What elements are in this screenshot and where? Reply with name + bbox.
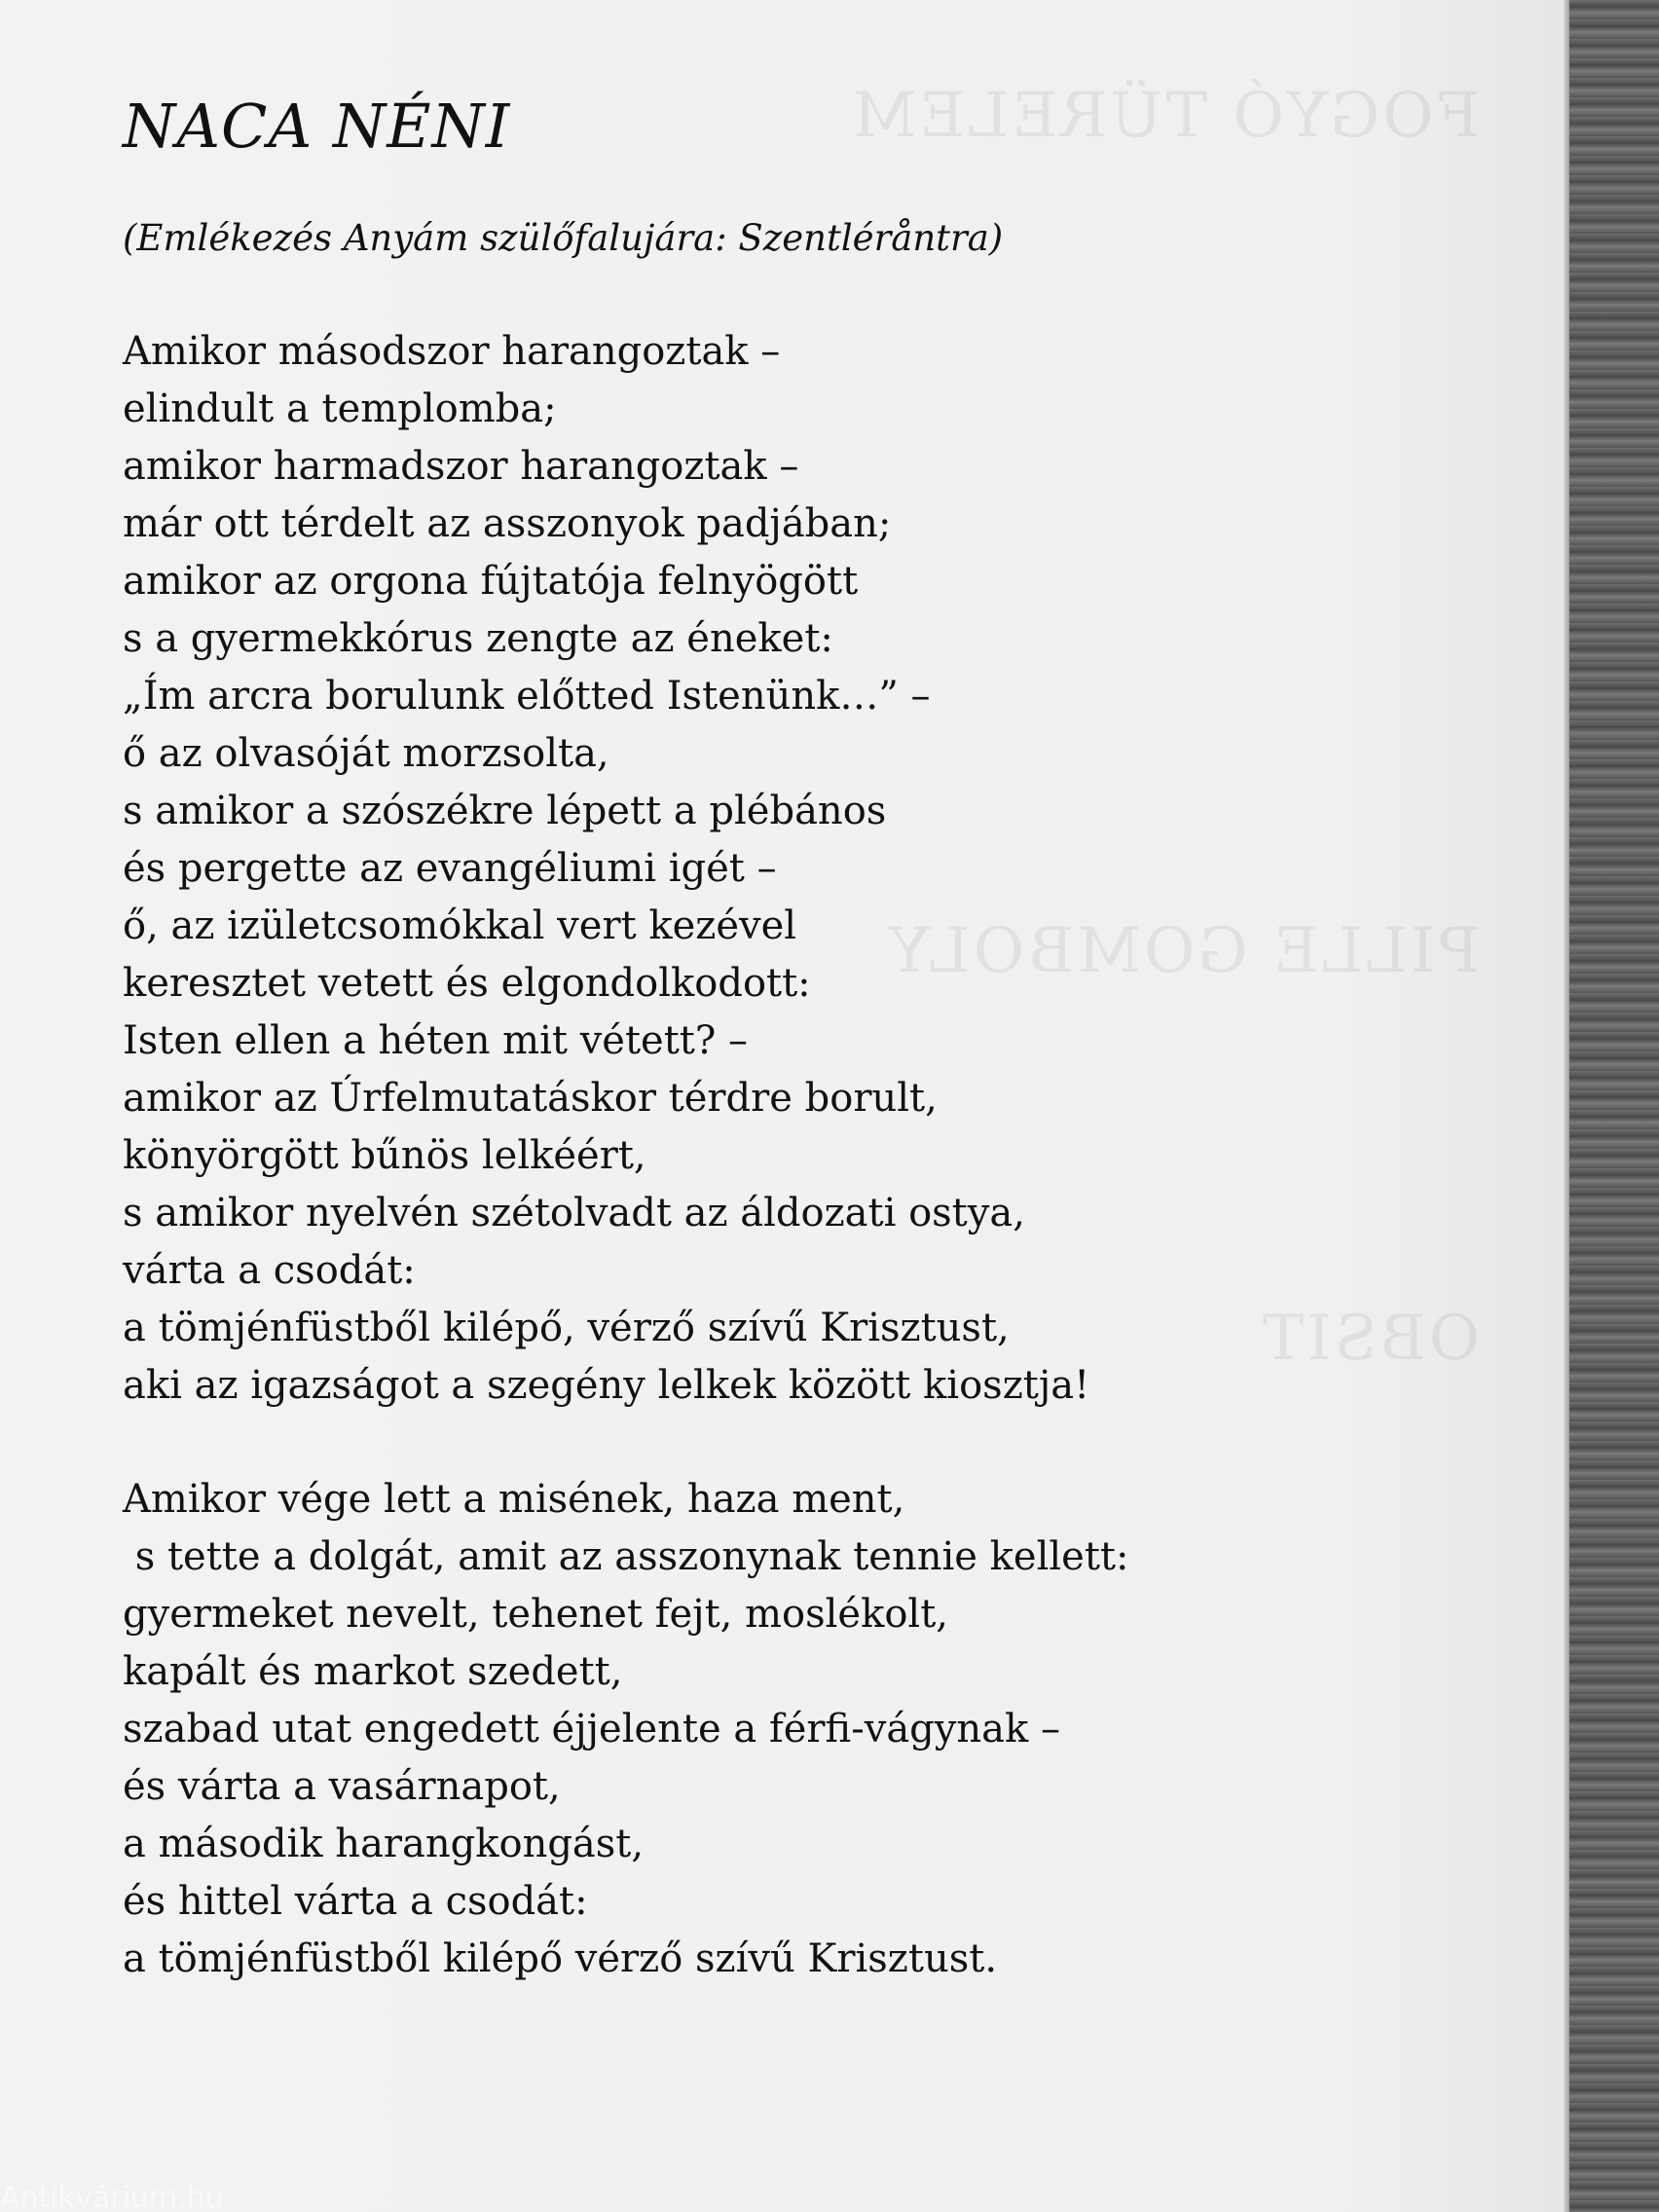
poem-title: NACA NÉNI [123, 91, 511, 162]
poem-line: könyörgött bűnös lelkéért, [123, 1133, 646, 1178]
watermark: Antikvárium.hu [0, 2181, 224, 2212]
poem [123, 90, 1194, 1988]
bleed-heading-1: FOGYÓ TÜRELEM [849, 80, 1480, 152]
poem-line: gyermeket nevelt, tehenet fejt, moslékolt, [123, 1592, 948, 1637]
poem-line: már ott térdelt az asszonyok padjában; [123, 501, 892, 546]
poem-line: s amikor nyelvén szétolvadt az áldozati ostya, [123, 1191, 1025, 1235]
stanza-2 [123, 1471, 1194, 1988]
poem-line: a tömjénfüstből kilépő vérző szívű Krisztust. [123, 1936, 998, 1981]
stanza-1 [123, 323, 1194, 1415]
poem-line: a tömjénfüstből kilépő, vérző szívű Krisztust, [123, 1306, 1010, 1350]
bleed-heading-2: PILLE GOMBOLY [886, 915, 1480, 987]
poem-line: kapált és markot szedett, [123, 1649, 623, 1694]
poem-line: amikor harmadszor harangoztak – [123, 444, 799, 489]
poem-subtitle: (Emlékezés Anyám szülőfalujára: Szentléråntra) [123, 217, 1004, 259]
poem-line: várta a csodát: [123, 1248, 416, 1293]
poem-line: és hittel várta a csodát: [123, 1879, 588, 1924]
poem-line: Amikor másodszor harangoztak – [123, 329, 781, 374]
poem-line: és várta a vasárnapot, [123, 1764, 561, 1809]
poem-line: „Ím arcra borulunk előtted Istenünk…” – [123, 674, 931, 719]
poem-line: Amikor vége lett a misének, haza ment, [123, 1477, 905, 1522]
bleed-heading-3: OBSIT [1259, 1303, 1480, 1375]
poem-line: amikor az Úrfelmutatáskor térdre borult, [123, 1076, 938, 1121]
poem-line: s a gyermekkórus zengte az éneket: [123, 616, 833, 661]
poem-line: ő az olvasóját morzsolta, [123, 731, 609, 776]
book-binding [1569, 0, 1659, 2212]
poem-line: keresztet vetett és elgondolkodott: [123, 961, 811, 1006]
poem-line: a második harangkongást, [123, 1822, 645, 1866]
poem-line: s amikor a szószékre lépett a plébános [123, 789, 887, 833]
poem-line: amikor az orgona fújtatója felnyögött [123, 559, 859, 604]
poem-line: szabad utat engedett éjjelente a férfi-vágynak – [123, 1707, 1060, 1751]
poem-line: elindult a templomba; [123, 387, 557, 431]
poem-line: és pergette az evangéliumi igét – [123, 846, 777, 891]
poem-line: Isten ellen a héten mit vétett? – [123, 1018, 749, 1063]
poem-line: s tette a dolgát, amit az asszonynak tennie kellett: [123, 1534, 1129, 1579]
poem-line: ő, az izületcsomókkal vert kezével [123, 903, 797, 948]
poem-line: aki az igazságot a szegény lelkek között kiosztja! [123, 1363, 1090, 1408]
